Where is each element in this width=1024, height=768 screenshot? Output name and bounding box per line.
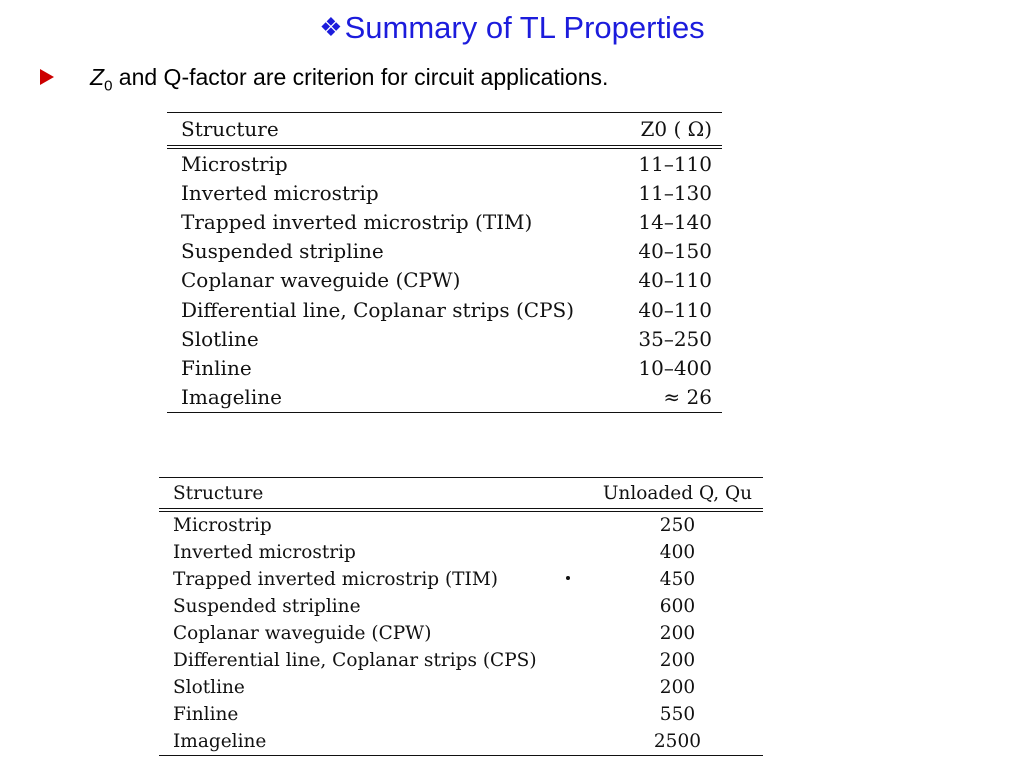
structure-cell: Imageline	[159, 728, 592, 756]
value-cell: ≈ 26	[627, 383, 722, 413]
value-cell: 40–110	[638, 297, 712, 322]
value-cell: 600	[659, 596, 696, 617]
table-row	[159, 510, 763, 539]
structure-cell: Finline	[173, 704, 239, 725]
structure-cell: Differential line, Coplanar strips (CPS)	[173, 650, 537, 671]
page-title-text: Summary of TL Properties	[344, 10, 705, 45]
structure-cell: Microstrip	[167, 147, 627, 178]
value-cell: 10–400	[638, 355, 712, 380]
structure-cell: Trapped inverted microstrip (TIM)	[181, 209, 533, 234]
structure-cell: Coplanar waveguide (CPW)	[173, 623, 432, 644]
table-row	[167, 147, 722, 178]
diamond-bullet-icon: ❖	[319, 12, 343, 42]
value-cell: 200	[659, 623, 696, 644]
value-cell: 200	[659, 650, 696, 671]
structure-cell: Slotline	[173, 677, 245, 698]
value-cell: 14–140	[638, 209, 712, 234]
q-table-header-cell: Structure	[159, 478, 592, 511]
value-cell: 550	[659, 704, 696, 725]
z0-table-header-cell: Z0 ( Ω)	[627, 113, 722, 148]
value-cell: 40–150	[638, 239, 712, 264]
table-row	[167, 266, 722, 295]
table-row	[159, 593, 763, 620]
value-cell: 2500	[592, 728, 763, 756]
table-row	[159, 674, 763, 701]
structure-cell: Slotline	[181, 326, 259, 351]
value-cell: 11–130	[638, 180, 712, 205]
page-title	[0, 8, 1024, 47]
value-cell: 450	[659, 569, 696, 590]
z0-table-header-cell: Structure	[167, 113, 627, 148]
structure-cell: Microstrip	[159, 510, 592, 539]
structure-cell: Finline	[181, 355, 252, 380]
value-cell: 11–110	[627, 147, 722, 178]
table-row	[159, 566, 763, 593]
structure-cell: Inverted microstrip	[173, 542, 356, 563]
stray-dot	[566, 576, 570, 580]
structure-cell: Inverted microstrip	[181, 180, 379, 205]
table-row	[167, 178, 722, 207]
q-table-header-cell: Unloaded Q, Qu	[592, 478, 763, 511]
value-cell: 40–110	[638, 268, 712, 293]
bullet-sentence: and Q-factor are criterion for circuit applications.	[112, 64, 609, 90]
table-row	[167, 207, 722, 236]
table-row	[159, 701, 763, 728]
structure-cell: Trapped inverted microstrip (TIM)	[173, 569, 498, 590]
bullet-text	[90, 60, 608, 104]
q-table-header-row	[159, 478, 763, 511]
q-factor-table	[159, 477, 763, 756]
structure-cell: Coplanar waveguide (CPW)	[181, 268, 461, 293]
table-row	[167, 237, 722, 266]
z0-table	[167, 112, 722, 413]
z0-table-header-row	[167, 113, 722, 148]
value-cell: 400	[659, 542, 696, 563]
table-row	[167, 383, 722, 413]
structure-cell: Suspended stripline	[173, 596, 361, 617]
table-row	[159, 539, 763, 566]
table-row	[159, 728, 763, 756]
table-row	[167, 295, 722, 324]
value-cell: 200	[659, 677, 696, 698]
table-row	[159, 647, 763, 674]
table-row	[167, 353, 722, 382]
structure-cell: Differential line, Coplanar strips (CPS)	[181, 297, 575, 322]
structure-cell: Suspended stripline	[181, 239, 384, 264]
value-cell: 35–250	[638, 326, 712, 351]
arrow-bullet-icon	[40, 69, 54, 85]
structure-cell: Imageline	[167, 383, 627, 413]
value-cell: 250	[592, 510, 763, 539]
table-row	[159, 620, 763, 647]
z0-symbol: $Z_0$	[90, 64, 113, 95]
table-row	[167, 324, 722, 353]
